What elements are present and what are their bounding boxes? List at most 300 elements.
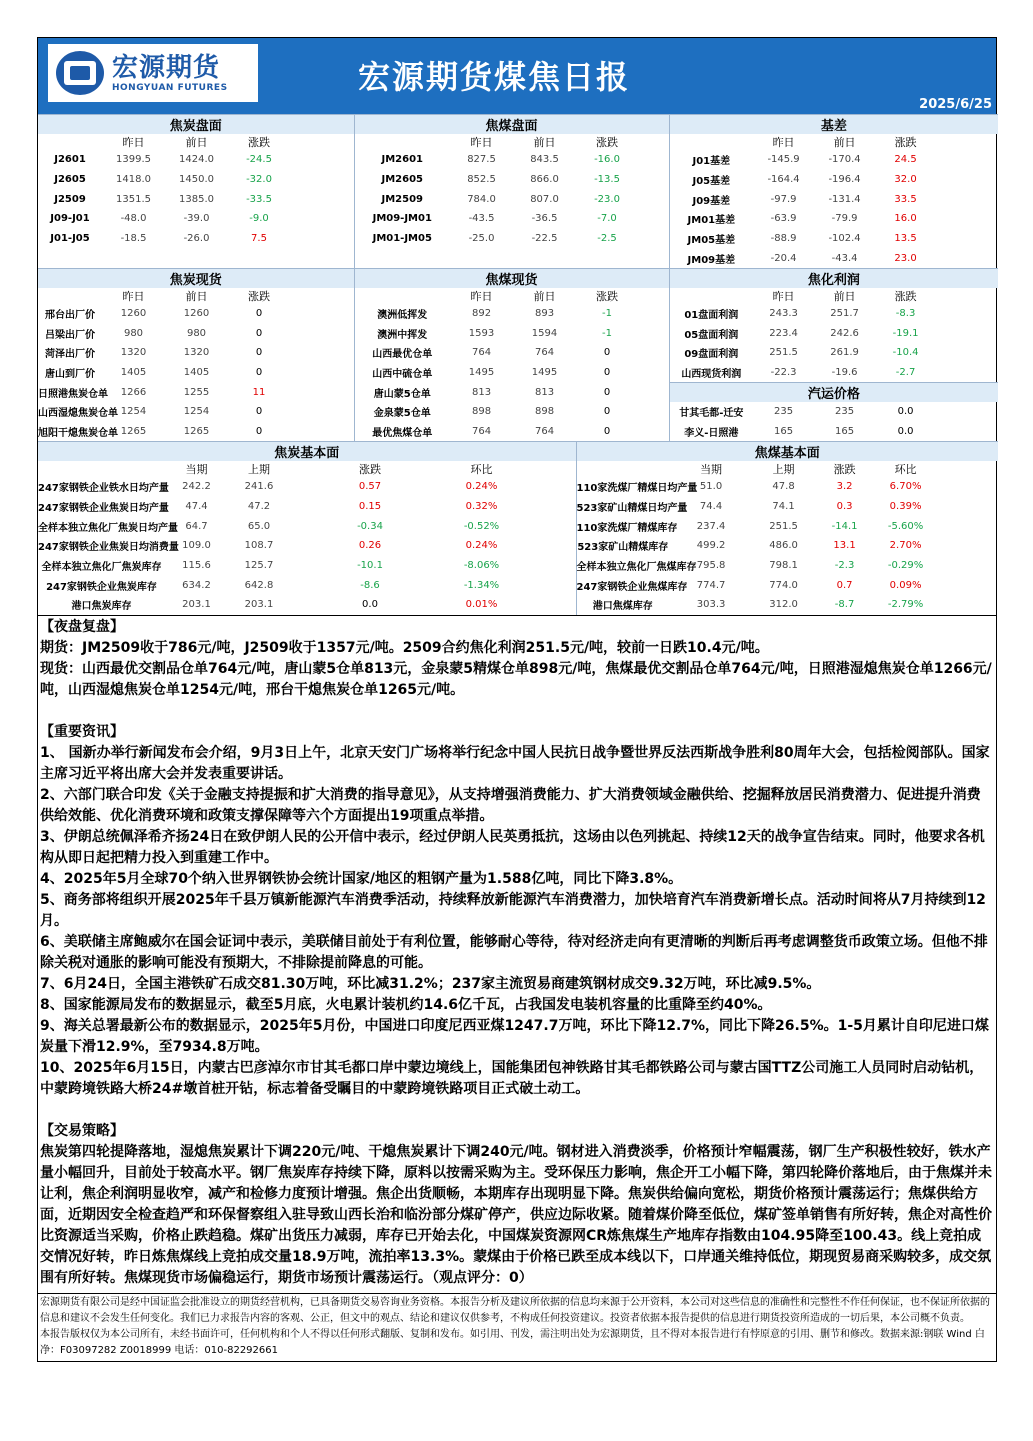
value-prev-day: 1254 xyxy=(120,406,147,418)
value-day-before: -26.0 xyxy=(183,233,210,245)
value-change: 0.0 xyxy=(897,406,914,418)
value-day-before xyxy=(513,248,576,268)
value-last: 241.6 xyxy=(244,481,274,493)
value-current: 237.4 xyxy=(696,520,726,532)
value-change: -0.34 xyxy=(357,520,383,532)
row-label: 菏泽出厂价 xyxy=(45,349,95,361)
value-day-before: -131.4 xyxy=(828,193,861,205)
value-last: 642.8 xyxy=(244,579,274,591)
cell-blank xyxy=(638,248,669,268)
row-label: JM09-JM01 xyxy=(372,213,432,225)
row-label: 523家矿山精煤日均产量 xyxy=(576,502,688,514)
cell-blank xyxy=(936,189,998,209)
value-day-before: 235 xyxy=(835,406,855,418)
row-label: 邢台出厂价 xyxy=(45,309,95,321)
value-day-before: -43.4 xyxy=(831,252,858,264)
row-label: 甘其毛都-迁安 xyxy=(679,408,744,420)
report-page xyxy=(37,37,997,1362)
value-day-before: 1450.0 xyxy=(179,174,214,186)
row-label: 05盘面利润 xyxy=(684,329,739,341)
value-change: 0.3 xyxy=(836,500,853,512)
row-label: 山西现货利润 xyxy=(681,368,742,380)
row-label: J09-J01 xyxy=(50,213,90,225)
value-last: 74.1 xyxy=(772,500,795,512)
row-label: J2605 xyxy=(54,174,86,186)
col-header: 前日 xyxy=(185,136,208,149)
section-title: 焦煤现货 xyxy=(354,268,669,288)
value-change: 0 xyxy=(255,327,263,339)
value-prev-day: 1405 xyxy=(120,367,147,379)
row-label: 全样本独立焦化厂焦煤库存 xyxy=(576,562,697,574)
copyright-text: 本报告版权仅为本公司所有，未经书面许可，任何机构和个人不得以任何形式翻版、复制和发布。如引用、刊发，需注明出处为宏源期货，且不得对本报告进行有悖原意的引用、删节和修改。数据来源:钢联 Wind 白净：F03097282 Z0018999 电话：010-82292661 xyxy=(40,1328,985,1356)
col-header: 前日 xyxy=(533,289,556,303)
col-header-blank xyxy=(290,134,354,150)
cell-blank xyxy=(936,170,998,190)
value-change: 0 xyxy=(255,367,263,379)
col-header: 涨跌 xyxy=(894,136,917,149)
row-label: 01盘面利润 xyxy=(684,309,739,321)
cell-blank xyxy=(290,363,354,383)
col-header: 昨日 xyxy=(470,136,493,149)
value-prev-day: -22.3 xyxy=(770,366,797,378)
value-change: 11 xyxy=(252,386,266,398)
value-prev-day: -88.9 xyxy=(770,233,797,245)
value-day-before: 242.6 xyxy=(830,327,859,339)
value-prev-day: -63.9 xyxy=(770,213,797,225)
value-change: 0 xyxy=(603,406,611,418)
cell-blank xyxy=(936,363,998,383)
value-mom: -2.79% xyxy=(887,599,924,611)
value-prev-day xyxy=(450,248,513,268)
value-change xyxy=(228,248,290,268)
value-change: -13.5 xyxy=(594,174,620,186)
row-label: JM2509 xyxy=(381,193,424,205)
news-item: 5、商务部将组织开展2025年千县万镇新能源汽车消费季活动，持续释放新能源汽车消费潜力，加快培育汽车消费新增长点。活动时间将从7月持续到12月。 xyxy=(40,891,986,929)
col-header-blank xyxy=(38,461,165,477)
cell-blank xyxy=(638,229,669,249)
col-header-blank xyxy=(576,461,669,477)
value-prev-day: 1593 xyxy=(468,327,495,339)
col-header: 环比 xyxy=(894,462,917,476)
value-day-before: 764 xyxy=(534,425,555,437)
row-label xyxy=(38,248,102,268)
col-header-blank xyxy=(290,288,354,304)
value-current: 47.4 xyxy=(185,500,208,512)
value-day-before: 165 xyxy=(835,425,855,437)
cell-blank xyxy=(513,556,576,576)
value-prev-day: -43.5 xyxy=(468,213,495,225)
value-day-before: 1254 xyxy=(183,406,210,418)
col-header-blank xyxy=(638,288,669,304)
value-change: 33.5 xyxy=(894,193,917,205)
value-change: 23.0 xyxy=(894,252,917,264)
cell-blank xyxy=(513,536,576,556)
value-change: 32.0 xyxy=(894,174,917,186)
value-day-before: -22.5 xyxy=(531,233,558,245)
row-label: J2601 xyxy=(54,154,86,166)
cell-blank xyxy=(290,150,354,170)
value-day-before: 251.7 xyxy=(830,307,859,319)
value-mom: -1.34% xyxy=(463,579,500,591)
value-day-before: 1260 xyxy=(183,307,210,319)
news-item: 10、2025年6月15日，内蒙古巴彦淖尔市甘其毛都口岸中蒙边境线上，国能集团包神铁路甘其毛都铁路公司与蒙古国TTZ公司施工人员同时启动钻机，中蒙跨境铁路大桥24#墩首桩开钻，标志着备受瞩目的中蒙跨境铁路项目正式破土动工。 xyxy=(40,1059,984,1097)
value-prev-day: 1260 xyxy=(120,307,147,319)
col-header: 昨日 xyxy=(122,136,145,149)
news-item: 2、六部门联合印发《关于金融支持提振和扩大消费的指导意见》，从支持增强消费能力、扩大消费领域金融供给、挖掘释放居民消费潜力、促进提升消费供给效能、优化消费环境和政策支撑保障等六个方面提出19项重点举措。 xyxy=(40,786,981,824)
value-last: 47.2 xyxy=(247,500,271,512)
value-prev-day: 852.5 xyxy=(467,174,496,186)
row-label: JM01-JM05 xyxy=(372,233,432,245)
row-label: 吕梁出厂价 xyxy=(45,329,95,341)
night-title: 【夜盘复盘】 xyxy=(40,618,124,635)
value-prev-day: 764 xyxy=(471,425,492,437)
value-prev-day: 251.5 xyxy=(769,347,798,359)
value-prev-day: 827.5 xyxy=(467,154,496,166)
cell-blank xyxy=(513,477,576,497)
section-title: 汽运价格 xyxy=(669,382,998,402)
col-header: 当期 xyxy=(700,462,723,476)
data-table xyxy=(38,114,998,615)
row-label xyxy=(354,248,450,268)
row-label: J01基差 xyxy=(692,156,731,168)
value-day-before: 866.0 xyxy=(530,174,559,186)
news-list xyxy=(40,743,994,1100)
night-futures: 期货：JM2509收于786元/吨，J2509收于1357元/吨。2509合约焦化利润251.5元/吨，较前一日跌10.4元/吨。 xyxy=(40,639,769,656)
value-day-before: 1424.0 xyxy=(179,154,214,166)
night-review xyxy=(38,615,996,1293)
cell-blank xyxy=(936,575,998,595)
col-header: 昨日 xyxy=(122,289,145,303)
value-change: -24.5 xyxy=(246,154,272,166)
value-last: 774.0 xyxy=(769,579,798,591)
cell-blank xyxy=(936,150,998,170)
value-prev-day: -97.9 xyxy=(770,193,797,205)
value-change: -2.3 xyxy=(834,560,855,572)
value-prev-day: -25.0 xyxy=(468,233,495,245)
row-label: 110家洗煤厂精煤库存 xyxy=(576,522,678,534)
cell-blank xyxy=(638,304,669,324)
cell-blank xyxy=(290,209,354,229)
cell-blank xyxy=(290,382,354,402)
value-change: 13.1 xyxy=(833,540,856,552)
value-change: -33.5 xyxy=(246,193,272,205)
news-item: 9、海关总署最新公布的数据显示，2025年5月份，中国进口印度尼西亚煤1247.7万吨，环比下降12.7%，同比下降26.5%。1-5月累计自印尼进口煤炭量下滑12.9%，至7934.8万吨。 xyxy=(40,1017,989,1055)
cell-blank xyxy=(290,323,354,343)
value-change: 0.15 xyxy=(358,500,382,512)
value-day-before: 1255 xyxy=(183,386,210,398)
row-label: 247家钢铁企业焦炭日均消费量 xyxy=(38,542,179,554)
section-title: 焦化利润 xyxy=(669,268,998,288)
cell-blank xyxy=(638,422,669,442)
cell-blank xyxy=(936,323,998,343)
news-item: 7、6月24日，全国主港铁矿石成交81.30万吨，环比减31.2%；237家主流贸易商建筑钢材成交9.32万吨，环比减9.5%。 xyxy=(40,975,821,992)
col-header-blank xyxy=(936,288,998,304)
value-mom: 0.09% xyxy=(889,579,922,591)
col-header: 前日 xyxy=(533,136,556,149)
row-label: JM01基差 xyxy=(687,215,736,227)
cell-blank xyxy=(936,402,998,422)
value-last: 251.5 xyxy=(769,520,798,532)
row-label: 110家洗煤厂精煤日均产量 xyxy=(576,483,698,495)
value-change: -32.0 xyxy=(246,174,272,186)
cell-blank xyxy=(638,209,669,229)
value-prev-day: 1265 xyxy=(120,425,147,437)
row-label: 09盘面利润 xyxy=(684,349,739,361)
col-header-blank xyxy=(354,134,450,150)
cell-blank xyxy=(638,382,669,402)
section-title: 焦炭现货 xyxy=(38,268,354,288)
row-label: 唐山蒙5仓单 xyxy=(373,388,431,400)
cell-blank xyxy=(513,516,576,536)
value-change: -8.7 xyxy=(834,599,855,611)
value-prev-day: 764 xyxy=(471,347,492,359)
value-day-before xyxy=(165,248,228,268)
col-header-blank xyxy=(354,288,450,304)
value-mom: -0.29% xyxy=(887,560,924,572)
col-header: 涨跌 xyxy=(894,289,917,303)
value-change: -10.1 xyxy=(357,560,383,572)
col-header-blank xyxy=(513,461,576,477)
value-current: 64.7 xyxy=(185,520,208,532)
value-mom: -5.60% xyxy=(887,520,924,532)
row-label: 全样本独立焦化厂焦炭日均产量 xyxy=(38,522,178,534)
value-change: -8.3 xyxy=(895,307,916,319)
value-change: -9.0 xyxy=(249,213,269,225)
row-label: 最优焦煤仓单 xyxy=(372,427,433,439)
cell-blank xyxy=(290,248,354,268)
value-day-before: 1495 xyxy=(531,367,558,379)
value-change: 0.0 xyxy=(362,599,378,611)
value-day-before: 1594 xyxy=(531,327,558,339)
row-label: 澳洲中挥发 xyxy=(377,329,428,341)
logo-mark-icon xyxy=(56,51,104,95)
col-header: 涨跌 xyxy=(596,136,619,149)
value-change: -10.4 xyxy=(892,347,919,359)
logo-name-en: HONGYUAN FUTURES xyxy=(112,83,228,93)
row-label: 山西最优仓单 xyxy=(372,349,433,361)
value-day-before: 764 xyxy=(534,347,555,359)
col-header: 环比 xyxy=(470,462,493,476)
col-header-blank xyxy=(936,461,998,477)
report-header xyxy=(38,38,996,114)
col-header: 前日 xyxy=(185,289,208,303)
col-header: 前日 xyxy=(833,136,856,149)
value-last: 798.1 xyxy=(769,560,798,572)
value-change: 24.5 xyxy=(894,154,917,166)
col-header: 前日 xyxy=(833,289,856,303)
cell-blank xyxy=(638,189,669,209)
news-item: 4、2025年5月全球70个纳入世界钢铁协会统计国家/地区的粗钢产量为1.588亿吨，同比下降3.8%。 xyxy=(40,870,683,887)
cell-blank xyxy=(290,402,354,422)
value-day-before: -19.6 xyxy=(831,366,858,378)
row-label: J01-J05 xyxy=(50,233,90,245)
cell-blank xyxy=(936,248,998,268)
value-change: 0.57 xyxy=(358,481,382,493)
value-mom: 6.70% xyxy=(889,481,922,493)
value-day-before: 1385.0 xyxy=(179,193,214,205)
cell-blank xyxy=(290,189,354,209)
report-title: 宏源期货煤焦日报 xyxy=(358,58,631,96)
row-label: JM2605 xyxy=(381,174,424,186)
col-header-blank xyxy=(669,134,753,150)
cell-blank xyxy=(936,209,998,229)
row-label: 金泉蒙5仓单 xyxy=(373,408,431,420)
row-label: 247家钢铁企业焦炭日均产量 xyxy=(38,502,169,514)
section-title: 焦煤盘面 xyxy=(354,115,669,135)
col-header-blank xyxy=(936,134,998,150)
value-change: 13.5 xyxy=(894,233,917,245)
row-label: 全样本独立焦化厂焦炭库存 xyxy=(41,562,162,574)
col-header: 当期 xyxy=(185,462,208,476)
value-current: 51.0 xyxy=(699,481,723,493)
value-prev-day: 1320 xyxy=(120,347,147,359)
value-prev-day: 1399.5 xyxy=(116,154,151,166)
row-label: 港口焦炭库存 xyxy=(71,601,132,613)
logo-name-cn: 宏源期货 xyxy=(112,53,221,83)
col-header: 昨日 xyxy=(772,289,795,303)
value-last: 65.0 xyxy=(247,520,271,532)
value-prev-day: 1495 xyxy=(468,367,495,379)
value-last: 203.1 xyxy=(244,599,274,611)
value-mom: 0.24% xyxy=(465,481,498,493)
value-prev-day xyxy=(102,248,165,268)
col-header: 涨跌 xyxy=(596,289,619,303)
cell-blank xyxy=(290,304,354,324)
col-header-blank xyxy=(638,134,669,150)
value-day-before: -36.5 xyxy=(531,213,558,225)
value-change: -2.7 xyxy=(895,366,916,378)
value-day-before: -102.4 xyxy=(828,233,861,245)
value-day-before: 898 xyxy=(534,406,555,418)
value-current: 774.7 xyxy=(696,579,726,591)
value-change: 0 xyxy=(603,386,611,398)
value-prev-day: 1266 xyxy=(120,386,147,398)
value-prev-day: 898 xyxy=(471,406,492,418)
cell-blank xyxy=(290,229,354,249)
cell-blank xyxy=(290,170,354,190)
value-change: 0.26 xyxy=(358,540,382,552)
value-change: 0 xyxy=(603,367,611,379)
cell-blank xyxy=(936,516,998,536)
value-prev-day: 1418.0 xyxy=(116,174,151,186)
value-day-before: 807.0 xyxy=(530,193,559,205)
news-title: 【重要资讯】 xyxy=(40,723,124,740)
value-change: -16.0 xyxy=(594,154,620,166)
value-day-before: 980 xyxy=(186,327,207,339)
cell-blank xyxy=(936,304,998,324)
value-change xyxy=(576,248,638,268)
cell-blank xyxy=(638,343,669,363)
value-current: 634.2 xyxy=(182,579,211,591)
value-day-before: -196.4 xyxy=(828,174,861,186)
col-header-blank xyxy=(38,134,102,150)
row-label: 247家钢铁企业焦煤库存 xyxy=(576,581,688,593)
value-prev-day: 243.3 xyxy=(769,307,798,319)
cell-blank xyxy=(513,595,576,615)
value-prev-day: -145.9 xyxy=(767,154,800,166)
value-prev-day: 223.4 xyxy=(769,327,798,339)
col-header: 昨日 xyxy=(470,289,493,303)
value-day-before: 843.5 xyxy=(530,154,559,166)
row-label: 247家钢铁企业铁水日均产量 xyxy=(38,483,169,495)
value-prev-day: 813 xyxy=(471,386,492,398)
value-prev-day: 980 xyxy=(123,327,144,339)
cell-blank xyxy=(936,422,998,442)
cell-blank xyxy=(936,497,998,517)
row-label: 山西中硫仓单 xyxy=(372,369,433,381)
value-mom: 0.32% xyxy=(465,500,498,512)
strategy-title: 【交易策略】 xyxy=(40,1122,124,1139)
value-prev-day: 165 xyxy=(774,425,794,437)
strategy-body: 焦炭第四轮提降落地，湿熄焦炭累计下调220元/吨、干熄焦炭累计下调240元/吨。钢材进入消费淡季，价格预计窄幅震荡，钢厂生产积极性较好，铁水产量小幅回升，目前处于较高水平。钢厂焦炭库存持续下降，原料以按需采购为主。受环保压力影响，焦企开工小幅下降，第四轮降价落地后，由于焦煤并未让利，焦企利润明显收窄，减产和检修力度预计增强。焦企出货顺畅，本期库存出现明显下降。焦炭供给偏向宽松，期货价格预计震荡运行；焦煤供给方面，近期因安全检查趋严和环保督察组入驻导致山西长治和临汾部分煤矿停产，供应边际收紧。随着煤价降至低位，煤矿签单销售有所好转，焦企对高性价比资源适当采购，价格止跌趋稳。煤矿出货压力减弱，库存已开始去化，中国煤炭资源网CR炼焦煤生产地库存指数由104.95降至100.43。线上竞拍成交情况好转，昨日炼焦煤线上竞拍成交量18.9万吨，流拍率13.3%。蒙煤由于价格已跌至成本线以下，口岸通关维持低位，期现贸易商采购较多，成交氛围有所好转。焦煤现货市场偏稳运行，期货市场预计震荡运行。（观点评分：0） xyxy=(40,1143,992,1286)
row-label: 唐山到厂价 xyxy=(45,369,95,381)
row-label: J05基差 xyxy=(692,176,731,188)
value-prev-day: -18.5 xyxy=(120,233,147,245)
value-current: 242.2 xyxy=(182,481,211,493)
row-label: 李义-日照港 xyxy=(684,427,739,439)
disclaimer xyxy=(38,1293,996,1361)
value-change: -7.0 xyxy=(597,213,617,225)
row-label: JM2601 xyxy=(381,154,424,166)
news-item: 8、国家能源局发布的数据显示，截至5月底，火电累计装机约14.6亿千瓦，占我国发电装机容量的比重降至约40%。 xyxy=(40,996,772,1013)
value-day-before: 893 xyxy=(534,307,555,319)
value-change: 0 xyxy=(255,307,263,319)
value-last: 125.7 xyxy=(244,560,274,572)
value-prev-day: -164.4 xyxy=(767,174,800,186)
value-mom: -0.52% xyxy=(463,520,500,532)
value-current: 303.3 xyxy=(696,599,726,611)
report-date: 2025/6/25 xyxy=(919,97,992,112)
value-change: -14.1 xyxy=(831,520,858,532)
value-day-before: 261.9 xyxy=(830,347,859,359)
col-header: 上期 xyxy=(772,462,795,476)
cell-blank xyxy=(936,556,998,576)
value-current: 499.2 xyxy=(696,540,726,552)
section-title: 焦煤基本面 xyxy=(576,441,998,461)
cell-blank xyxy=(638,363,669,383)
value-day-before: 813 xyxy=(534,386,555,398)
value-prev-day: 1351.5 xyxy=(116,193,151,205)
value-prev-day: 892 xyxy=(471,307,492,319)
night-spot: 现货：山西最优交割品仓单764元/吨，唐山蒙5仓单813元，金泉蒙5精煤仓单898元/吨，焦煤最优交割品仓单764元/吨，日照港湿熄焦炭仓单1266元/吨，山西湿熄焦炭仓单1254元/吨，邢台干熄焦炭仓单1265元/吨。 xyxy=(40,660,992,698)
row-label: 523家矿山精煤库存 xyxy=(577,542,669,554)
value-prev-day: 784.0 xyxy=(467,193,496,205)
value-current: 74.4 xyxy=(699,500,723,512)
section-title: 基差 xyxy=(669,115,998,135)
col-header-blank xyxy=(669,288,753,304)
company-logo xyxy=(48,44,258,102)
value-last: 486.0 xyxy=(769,540,798,552)
value-day-before: -39.0 xyxy=(183,213,210,225)
section-title: 焦炭基本面 xyxy=(38,441,576,461)
col-header-blank xyxy=(38,288,102,304)
value-current: 795.8 xyxy=(696,560,726,572)
news-item: 3、伊朗总统佩泽希齐扬24日在致伊朗人民的公开信中表示，经过伊朗人民英勇抵抗，这场由以色列挑起、持续12天的战争宣告结束。同时，他要求各机构从即日起把精力投入到重建工作中。 xyxy=(40,828,985,866)
value-mom: 0.01% xyxy=(465,599,498,611)
cell-blank xyxy=(290,422,354,442)
value-change: -8.6 xyxy=(360,579,380,591)
cell-blank xyxy=(936,536,998,556)
value-change: 16.0 xyxy=(894,213,917,225)
col-header: 涨跌 xyxy=(833,462,856,476)
value-change: 0 xyxy=(255,347,263,359)
cell-blank xyxy=(513,575,576,595)
value-change: -23.0 xyxy=(594,193,620,205)
cell-blank xyxy=(290,343,354,363)
value-last: 108.7 xyxy=(244,540,274,552)
value-last: 47.8 xyxy=(772,481,795,493)
value-current: 203.1 xyxy=(182,599,211,611)
